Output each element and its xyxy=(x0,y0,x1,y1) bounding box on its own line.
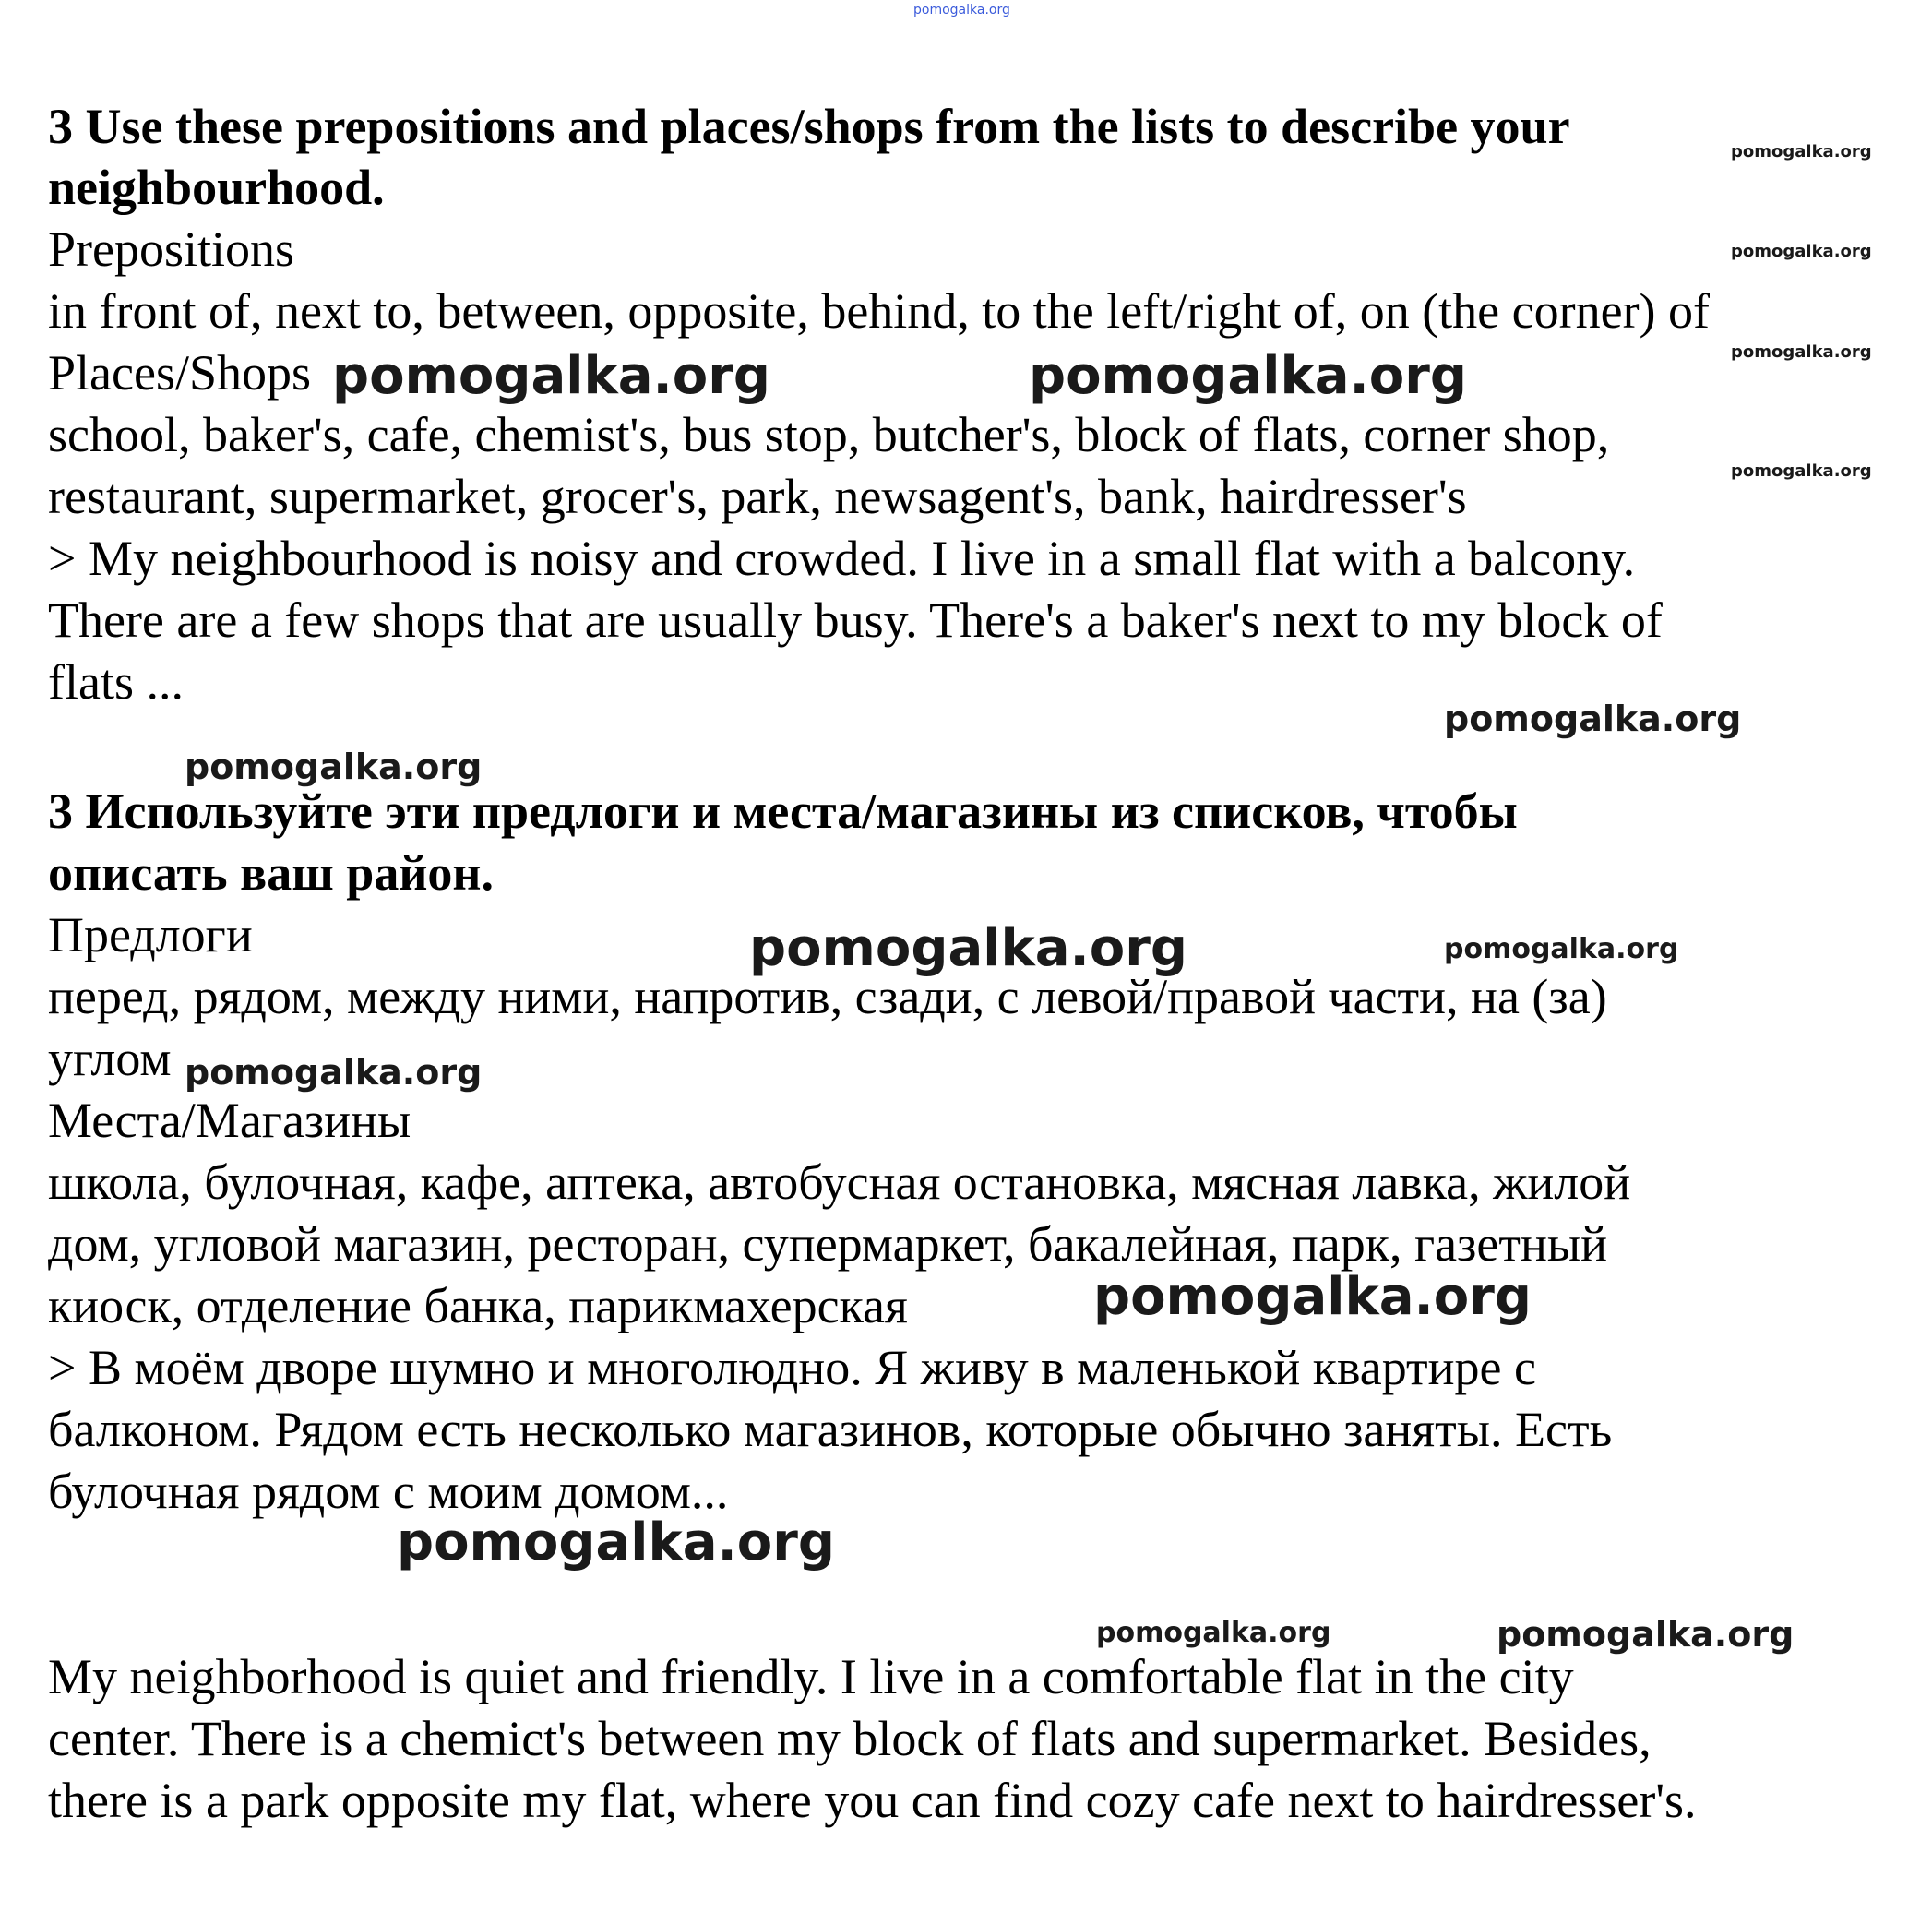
watermark: pomogalka.org xyxy=(1731,342,1872,362)
russian-places-line-1: школа, булочная, кафе, аптека, автобусная остановка, мясная лавка, жилой xyxy=(48,1154,1631,1210)
watermark: pomogalka.org xyxy=(332,346,770,406)
english-heading-line-1: 3 Use these prepositions and places/shops from the lists to describe your xyxy=(48,99,1570,154)
english-places-label: Places/Shops xyxy=(48,345,312,401)
watermark: pomogalka.org xyxy=(1444,933,1679,965)
watermark: pomogalka.org xyxy=(1029,346,1467,406)
russian-heading-line-1: 3 Используйте эти предлоги и места/магазины из списков, чтобы xyxy=(48,783,1518,839)
watermark: pomogalka.org xyxy=(1444,699,1742,739)
watermark: pomogalka.org xyxy=(749,918,1187,978)
russian-places-line-3: киоск, отделение банка, парикмахерская xyxy=(48,1278,908,1333)
watermark: pomogalka.org xyxy=(185,1052,483,1093)
russian-example-line-3: булочная рядом с моим домом... xyxy=(48,1464,729,1519)
english-example-line-2: There are a few shops that are usually busy. There's a baker's next to my block of xyxy=(48,592,1663,648)
english-places-line-1: school, baker's, cafe, chemist's, bus stop, butcher's, block of flats, corner shop, xyxy=(48,407,1610,462)
watermark: pomogalka.org xyxy=(1497,1614,1795,1655)
watermark: pomogalka.org xyxy=(185,747,483,787)
english-prepositions-label: Prepositions xyxy=(48,221,295,277)
watermark: pomogalka.org xyxy=(1731,242,1872,261)
russian-example-line-1: > В моём дворе шумно и многолюдно. Я живу в маленькой квартире с xyxy=(48,1340,1536,1395)
answer-line-1: My neighborhood is quiet and friendly. I live in a comfortable flat in the city xyxy=(48,1649,1574,1704)
english-places-line-2: restaurant, supermarket, grocer's, park, newsagent's, bank, hairdresser's xyxy=(48,469,1467,524)
english-prepositions-list: in front of, next to, between, opposite, behind, to the left/right of, on (the corner) of xyxy=(48,283,1711,339)
russian-prepositions-line-2: углом xyxy=(48,1031,172,1086)
english-example-line-3: flats ... xyxy=(48,654,184,710)
russian-prepositions-label: Предлоги xyxy=(48,907,253,962)
russian-heading-line-2: описать ваш район. xyxy=(48,845,495,901)
watermark: pomogalka.org xyxy=(1731,461,1872,481)
answer-line-3: there is a park opposite my flat, where you can find cozy cafe next to hairdresser's. xyxy=(48,1773,1697,1828)
english-heading-line-2: neighbourhood. xyxy=(48,160,385,215)
russian-places-label: Места/Магазины xyxy=(48,1093,411,1148)
watermark-top: pomogalka.org xyxy=(913,3,1010,18)
answer-line-2: center. There is a chemict's between my block of flats and supermarket. Besides, xyxy=(48,1711,1652,1766)
english-example-line-1: > My neighbourhood is noisy and crowded. I live in a small flat with a balcony. xyxy=(48,531,1636,586)
russian-example-line-2: балконом. Рядом есть несколько магазинов, которые обычно заняты. Есть xyxy=(48,1402,1613,1457)
watermark: pomogalka.org xyxy=(397,1512,835,1572)
russian-prepositions-line-1: перед, рядом, между ними, напротив, сзади, с левой/правой части, на (за) xyxy=(48,969,1607,1024)
watermark: pomogalka.org xyxy=(1731,142,1872,161)
russian-places-line-2: дом, угловой магазин, ресторан, супермаркет, бакалейная, парк, газетный xyxy=(48,1216,1608,1272)
watermark: pomogalka.org xyxy=(1096,1617,1331,1649)
watermark: pomogalka.org xyxy=(1093,1267,1532,1327)
